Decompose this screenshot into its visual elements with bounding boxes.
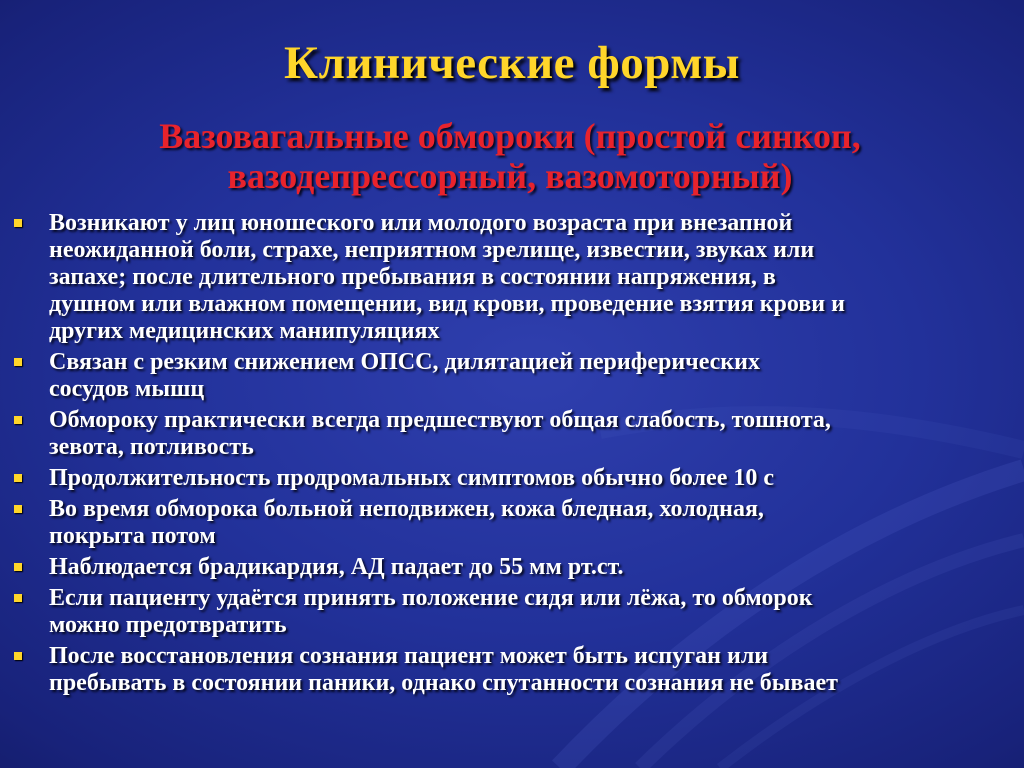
bullet-text-line: сосудов мышц <box>49 376 205 402</box>
bullet-item <box>12 585 1012 639</box>
bullet-item <box>12 554 1012 581</box>
square-bullet-icon <box>14 358 22 366</box>
square-bullet-icon <box>14 416 22 424</box>
bullet-item <box>12 643 1012 697</box>
bullet-text-line: неожиданной боли, страхе, неприятном зрелище, известии, звуках или <box>49 237 815 263</box>
bullet-text-line: Во время обморока больной неподвижен, кожа бледная, холодная, <box>49 496 764 522</box>
bullet-text-line: После восстановления сознания пациент может быть испуган или <box>49 643 769 669</box>
bullet-text-line: Продолжительность продромальных симптомов обычно более 10 с <box>49 465 774 491</box>
bullet-item <box>12 496 1012 550</box>
subtitle-line-2: вазодепрессорный, вазомоторный) <box>227 156 793 196</box>
bullet-text-line: Если пациенту удаётся принять положение сидя или лёжа, то обморок <box>49 585 813 611</box>
bullet-list <box>12 210 1012 701</box>
bullet-text-line: зевота, потливость <box>49 434 254 460</box>
bullet-text-line: Обмороку практически всегда предшествуют общая слабость, тошнота, <box>49 407 831 433</box>
subtitle-line-1: Вазовагальные обмороки (простой синкоп, <box>159 116 861 156</box>
square-bullet-icon <box>14 652 22 660</box>
bullet-item <box>12 407 1012 461</box>
square-bullet-icon <box>14 505 22 513</box>
bullet-text-line: Наблюдается брадикардия, АД падает до 55 мм рт.ст. <box>49 554 624 580</box>
square-bullet-icon <box>14 563 22 571</box>
bullet-text-line: Связан с резким снижением ОПСС, дилятацией периферических <box>49 349 760 375</box>
slide-title: Клинические формы <box>284 37 740 89</box>
bullet-text-line: покрыта потом <box>49 523 216 549</box>
bullet-text-line: запахе; после длительного пребывания в состоянии напряжения, в <box>49 264 776 290</box>
bullet-text-line: других медицинских манипуляциях <box>49 318 440 344</box>
square-bullet-icon <box>14 219 22 227</box>
bullet-text-line: можно предотвратить <box>49 612 287 638</box>
bullet-text-line: Возникают у лиц юношеского или молодого возраста при внезапной <box>49 210 793 236</box>
bullet-item <box>12 465 1012 492</box>
bullet-item <box>12 349 1012 403</box>
slide-subtitle <box>10 116 1010 196</box>
square-bullet-icon <box>14 474 22 482</box>
bullet-text-line: душном или влажном помещении, вид крови, проведение взятия крови и <box>49 291 845 317</box>
bullet-item <box>12 210 1012 345</box>
bullet-text-line: пребывать в состоянии паники, однако спутанности сознания не бывает <box>49 670 838 696</box>
square-bullet-icon <box>14 594 22 602</box>
